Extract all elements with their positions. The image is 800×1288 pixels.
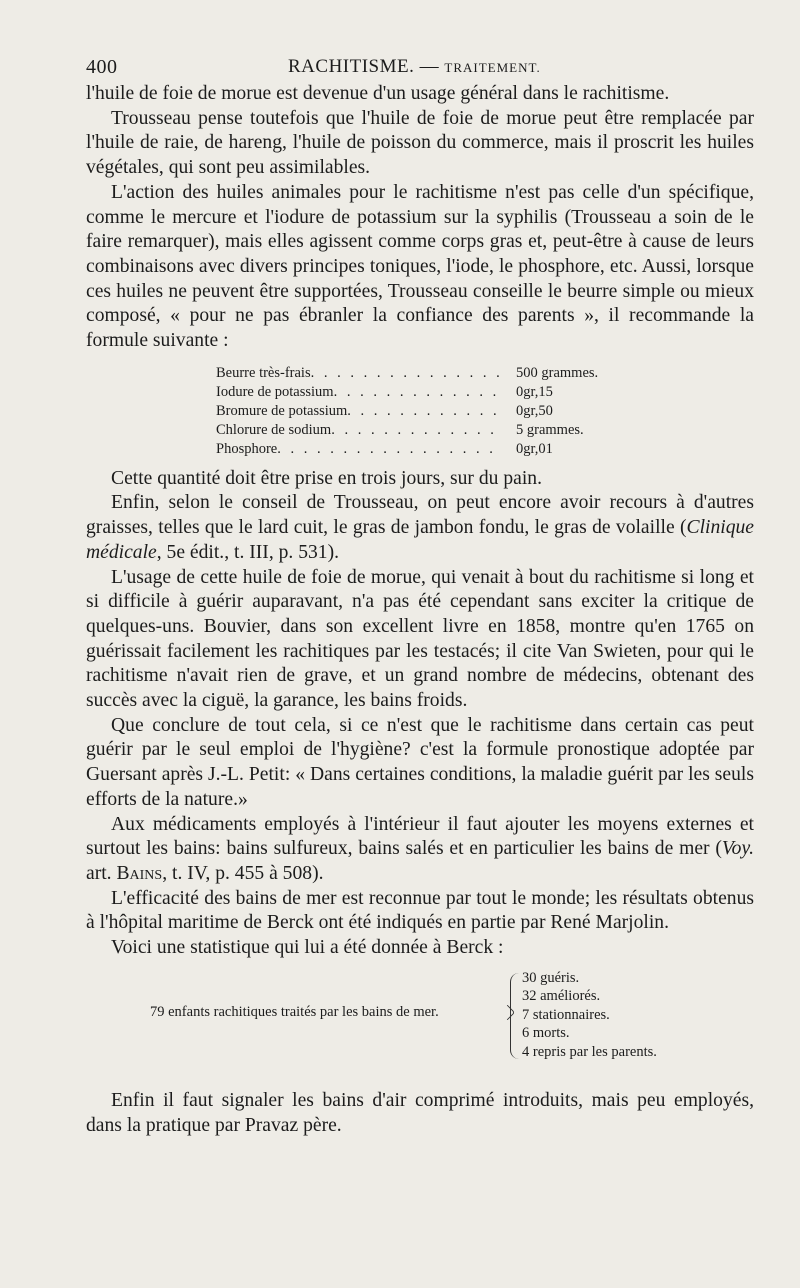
leader-dots: [277, 440, 500, 459]
ingredient-qty: 5 grammes.: [516, 421, 584, 438]
leader-dots: [331, 421, 500, 440]
outcomes-list: [522, 969, 657, 1062]
ingredient-name: Beurre très-frais: [216, 364, 311, 381]
paragraph-9: L'efficacité des bains de mer est reconnue par tout le monde; les résultats obtenus à l'hôpital maritime de Berck ont été indiqués en partie par René Marjolin.: [86, 887, 754, 934]
running-header: [86, 50, 754, 82]
running-title-sub: TRAITEMENT.: [444, 60, 541, 75]
recipe-row: [216, 402, 626, 421]
paragraph-10: Voici une statistique qui lui a été donnée à Berck :: [111, 937, 504, 959]
paragraph-5: [86, 491, 754, 565]
paragraph-1: l'huile de foie de morue est devenue d'un usage général dans le rachitisme.: [86, 83, 670, 104]
paragraph-11: Enfin il faut signaler les bains d'air comprimé introduits, mais peu employés, dans la pratique par Pravaz père.: [86, 1089, 754, 1136]
outcome-item: 30 guéris.: [522, 969, 580, 986]
page: [86, 50, 754, 1138]
paragraph-2: Trousseau pense toutefois que l'huile de foie de morue peut être remplacée par l'huile de raie, de hareng, l'huile de poisson du commerce, mais il proscrit les huiles végétales, qui sont peu assimilables.: [86, 107, 754, 179]
outcome-item: 6 morts.: [522, 1025, 570, 1042]
ingredient-qty: 0gr,01: [516, 440, 553, 457]
ingredient-name: Bromure de potassium: [216, 402, 348, 419]
recipe-row: [216, 364, 626, 383]
outcome-item: 7 stationnaires.: [522, 1006, 610, 1023]
paragraph-4: Cette quantité doit être prise en trois jours, sur du pain.: [111, 467, 542, 489]
outcome-item: 32 améliorés.: [522, 988, 601, 1005]
ingredient-qty: 500 grammes.: [516, 364, 599, 381]
text-run: art.: [86, 862, 117, 884]
outcome-item: 4 repris par les parents.: [522, 1043, 657, 1060]
text-run: , t. IV, p. 455 à 508).: [162, 862, 324, 884]
ingredient-name: Chlorure de sodium: [216, 421, 332, 438]
text-run: , 5e édit., t. III, p. 531).: [156, 541, 340, 563]
paragraph-8: [86, 813, 754, 887]
leader-dots: [311, 364, 500, 383]
ingredient-name: Phosphore: [216, 440, 278, 457]
leader-dots: [334, 383, 500, 402]
ingredient-name: Iodure de potassium: [216, 383, 334, 400]
statistics-table: [86, 969, 754, 1069]
recipe-row: [216, 440, 626, 459]
recipe-row: [216, 421, 626, 440]
ingredient-qty: 0gr,50: [516, 402, 553, 419]
text-run: Enfin, selon le conseil de Trousseau, on peut encore avoir recours à d'autres graisses, telles que le lard cuit, le gras de jambon fondu, le gras de volaille (: [86, 492, 754, 539]
ingredient-qty: 0gr,15: [516, 383, 553, 400]
citation-title: Clinique médicale: [86, 517, 754, 563]
paragraph-7: Que conclure de tout cela, si ce n'est que le rachitisme dans certain cas peut guérir par le seul emploi de l'hygiène? c'est la formule pronostique adoptée par Guersant après J.-L. Petit: « Dans certaines conditions, la maladie guérit par les seuls efforts de la nature.»: [86, 714, 754, 810]
leader-dots: [347, 402, 500, 421]
running-title: [288, 56, 541, 78]
statistics-label: 79 enfants rachitiques traités par les bains de mer.: [150, 1003, 439, 1020]
recipe-row: [216, 383, 626, 402]
recipe-formula: [216, 364, 626, 459]
paragraph-6: L'usage de cette huile de foie de morue, qui venait à bout du rachitisme si long et si difficile à guérir auparavant, n'a pas été cependant sans exciter la critique de quelques-uns. Bouvier, dans son excellent livre en 1858, montre qu'en 1765 on guérissait facilement les rachitiques par les testacés; il cite Van Swieten, pour qui le rachitisme n'avait rien de grave, et un grand nombre de médecins, obtenant des succès avec la ciguë, la garance, les bains froids.: [86, 566, 754, 712]
italic-run: Voy.: [721, 838, 754, 860]
paragraph-3: L'action des huiles animales pour le rachitisme n'est pas celle d'un spécifique, comme le mercure et l'iodure de potassium sur la syphilis (Trousseau a soin de le faire remarquer), mais elles agissent comme corps gras et, peut-être à cause de leurs combinaisons avec divers principes toniques, l'iode, le phosphore, etc. Aussi, lorsque ces huiles ne peuvent être supportées, Trousseau conseille le beurre simple ou mieux composé, « pour ne pas ébranler la confiance des parents », il recommande la formule suivante :: [86, 181, 754, 352]
text-run: Aux médicaments employés à l'intérieur il faut ajouter les moyens externes et surtout les bains: bains sulfureux, bains salés et en particulier les bains de mer (: [86, 813, 754, 860]
page-number: 400: [86, 56, 118, 78]
running-title-main: RACHITISME. —: [288, 56, 440, 77]
small-caps-run: Bains: [116, 862, 163, 884]
